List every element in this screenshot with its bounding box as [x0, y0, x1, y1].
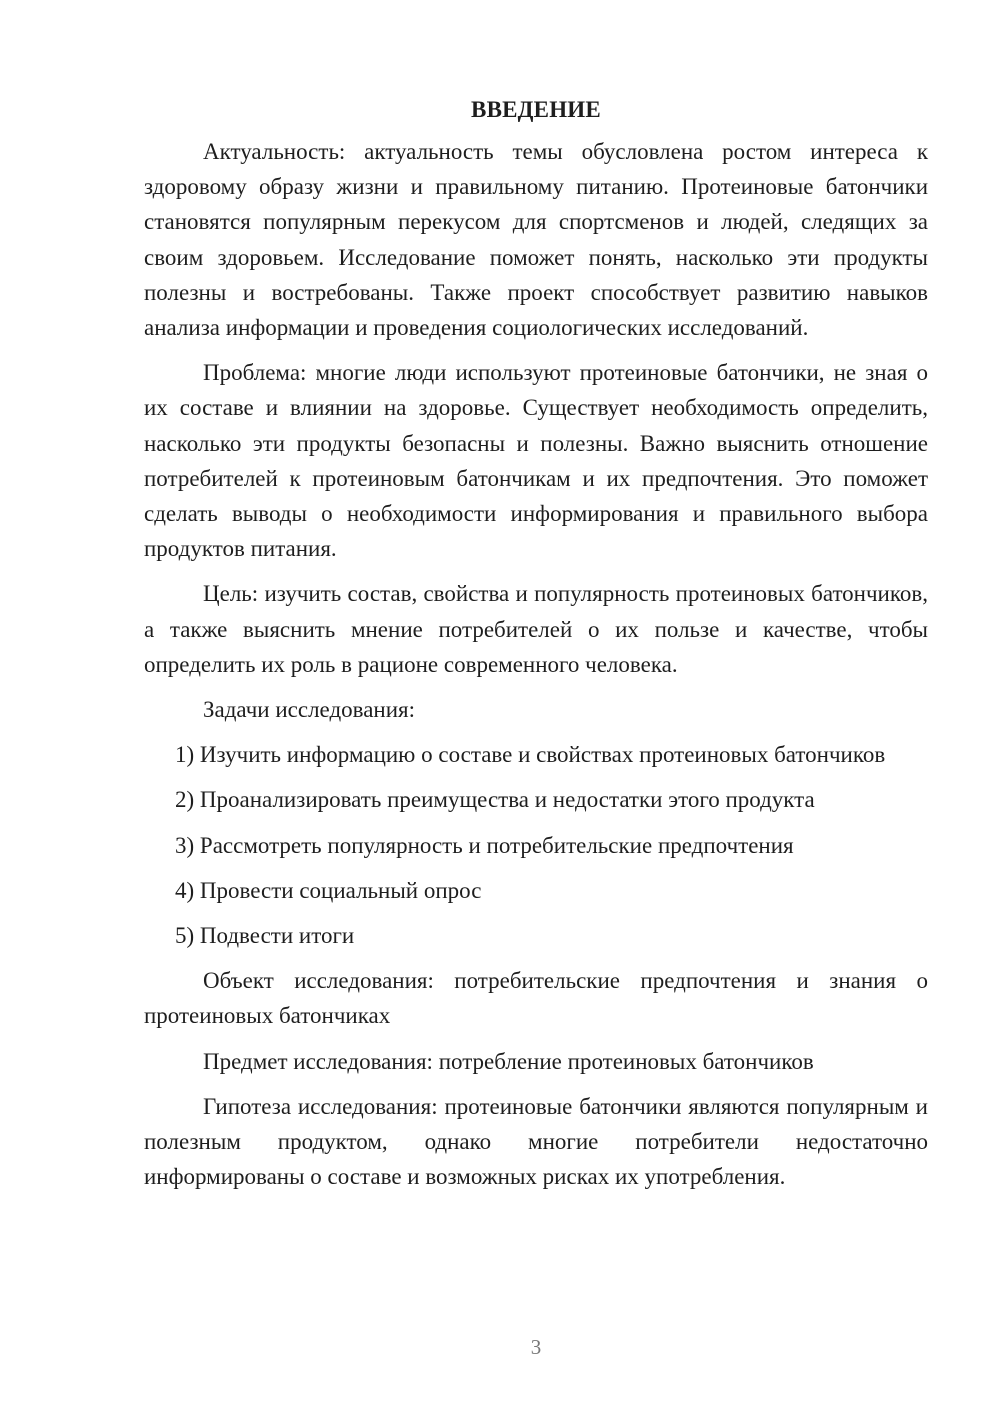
document-body: [144, 94, 928, 1204]
subject-paragraph: Предмет исследования: потребление протеиновых батончиков: [203, 1048, 814, 1074]
goal-paragraph: Цель: изучить состав, свойства и популярность протеиновых батончиков, а также выяснить мнение потребителей о их пользе и качестве, чтобы определить их роль в рационе современного человека.: [144, 581, 928, 677]
task-item-4: 4) Провести социальный опрос: [175, 877, 482, 903]
object-paragraph: Объект исследования: потребительские предпочтения и знания о протеиновых батончиках: [144, 968, 928, 1029]
hypothesis-paragraph: Гипотеза исследования: протеиновые батончики являются популярным и полезным продуктом, однако многие потребители недостаточно информированы о составе и возможных рисках их употребления.: [144, 1093, 928, 1190]
task-item-5: 5) Подвести итоги: [175, 923, 355, 949]
task-item-3: 3) Рассмотреть популярность и потребительские предпочтения: [175, 832, 794, 858]
task-item-2: 2) Проанализировать преимущества и недостатки этого продукта: [175, 787, 815, 813]
problem-paragraph: Проблема: многие люди используют протеиновые батончики, не зная о их составе и влиянии на здоровье. Существует необходимость определить, насколько эти продукты безопасны и полезны. Важно выяснить отношение потребителей к протеиновым батончикам и их предпочтения. Это поможет сделать выводы о необходимости информирования и правильного выбора продуктов питания.: [144, 360, 928, 562]
tasks-heading: Задачи исследования:: [203, 697, 416, 723]
page-title: ВВЕДЕНИЕ: [471, 97, 601, 122]
task-item-1: 1) Изучить информацию о составе и свойствах протеиновых батончиков: [175, 742, 886, 768]
relevance-paragraph: Актуальность: актуальность темы обусловлена ростом интереса к здоровому образу жизни и правильному питанию. Протеиновые батончики становятся популярным перекусом для спортсменов и людей, следящих за своим здоровьем. Исследование поможет понять, насколько эти продукты полезны и востребованы. Также проект способствует развитию навыков анализа информации и проведения социологических исследований.: [144, 139, 928, 341]
page-number: 3: [530, 1335, 542, 1359]
